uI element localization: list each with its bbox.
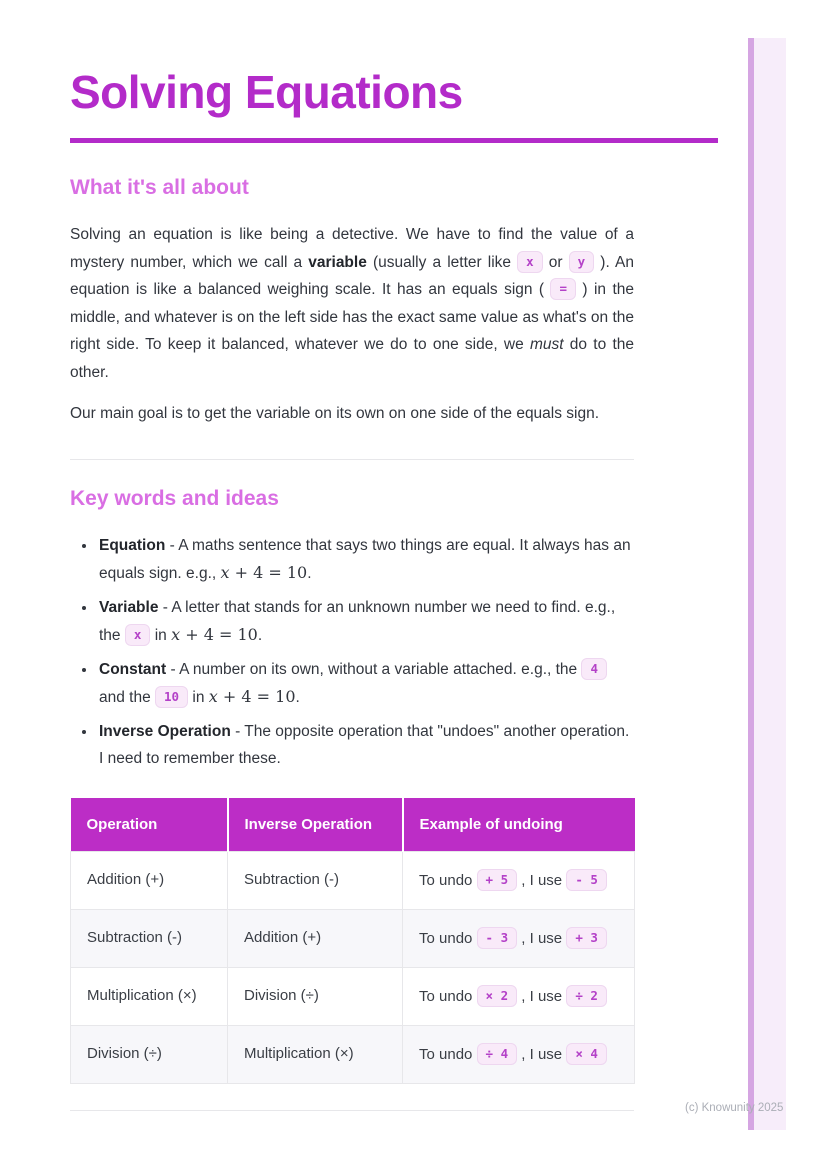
- document-content: [70, 0, 634, 1111]
- bottom-divider: [70, 1110, 634, 1111]
- table-row: [71, 909, 635, 967]
- inline-code-badge: ÷ 2: [566, 985, 607, 1007]
- list-item-constant: • Constant - A number on its own, without a variable attached. e.g., the 4 and the 10 in x + 4 = 10.: [97, 656, 634, 711]
- inline-code-badge: x: [125, 624, 151, 646]
- inline-code-badge: + 5: [477, 869, 518, 891]
- cell-example: To undo + 5 , I use - 5: [403, 851, 635, 909]
- inverse-operations-table: [70, 798, 635, 1084]
- intro-paragraph: Solving an equation is like being a detective. We have to find the value of a mystery number, which we call a variable (usually a letter like x or y ). An equation is like a balanced weighing scale. It has an equals sign ( = ) in the middle, and whatever is on the left side has the exact same value as what's on the right side. To keep it balanced, whatever we do to one side, we must do to the other.: [70, 226, 634, 381]
- cell-operation: Multiplication (×): [71, 967, 228, 1025]
- table-header-inverse-operation: Inverse Operation: [228, 798, 403, 852]
- title-underline-rule: [70, 138, 718, 143]
- inline-code-badge: + 3: [566, 927, 607, 949]
- inline-code-badge: - 3: [477, 927, 518, 949]
- cell-example: To undo ÷ 4 , I use × 4: [403, 1025, 635, 1083]
- cell-operation: Addition (+): [71, 851, 228, 909]
- cell-example: To undo × 2 , I use ÷ 2: [403, 967, 635, 1025]
- math-expression: x + 4 = 10: [220, 562, 308, 582]
- page-edge-stripe: [748, 38, 786, 1130]
- list-item-inverse-operation: • Inverse Operation - The opposite operation that "undoes" another operation. I need to remember these.: [97, 718, 634, 772]
- inline-code-badge: × 2: [477, 985, 518, 1007]
- inline-code-badge: ÷ 4: [477, 1043, 518, 1065]
- goal-paragraph: Our main goal is to get the variable on its own on one side of the equals sign.: [70, 405, 600, 422]
- inline-code-badge: 10: [155, 686, 188, 708]
- cell-operation: Division (÷): [71, 1025, 228, 1083]
- inline-code-badge: × 4: [566, 1043, 607, 1065]
- inline-code-badge: =: [550, 278, 576, 300]
- cell-inverse: Addition (+): [228, 909, 403, 967]
- cell-inverse: Division (÷): [228, 967, 403, 1025]
- table-row: [71, 851, 635, 909]
- math-expression: x + 4 = 10: [171, 624, 258, 644]
- table-header-example: Example of undoing: [403, 798, 635, 852]
- table-row: [71, 967, 635, 1025]
- list-item-variable: • Variable - A letter that stands for an unknown number we need to find. e.g., the x in x + 4 = 10.: [97, 594, 634, 649]
- keyword-list: [70, 532, 634, 772]
- section-divider: [70, 459, 634, 460]
- inline-code-badge: 4: [581, 658, 607, 680]
- cell-inverse: Multiplication (×): [228, 1025, 403, 1083]
- cell-inverse: Subtraction (-): [228, 851, 403, 909]
- inline-code-badge: y: [569, 251, 595, 273]
- section-heading-about: What it's all about: [70, 176, 249, 199]
- cell-operation: Subtraction (-): [71, 909, 228, 967]
- inline-code-badge: x: [517, 251, 543, 273]
- math-expression: x + 4 = 10: [208, 686, 296, 706]
- page-title: Solving Equations: [70, 66, 463, 118]
- table-row: [71, 1025, 635, 1083]
- cell-example: To undo - 3 , I use + 3: [403, 909, 635, 967]
- table-header-row: [71, 798, 635, 852]
- list-item-equation: • Equation - A maths sentence that says two things are equal. It always has an equals sign. e.g., x + 4 = 10.: [97, 532, 634, 587]
- copyright-footer: (c) Knowunity 2025: [685, 1102, 784, 1114]
- section-heading-keywords: Key words and ideas: [70, 486, 279, 510]
- inline-code-badge: - 5: [566, 869, 607, 891]
- table-header-operation: Operation: [71, 798, 228, 852]
